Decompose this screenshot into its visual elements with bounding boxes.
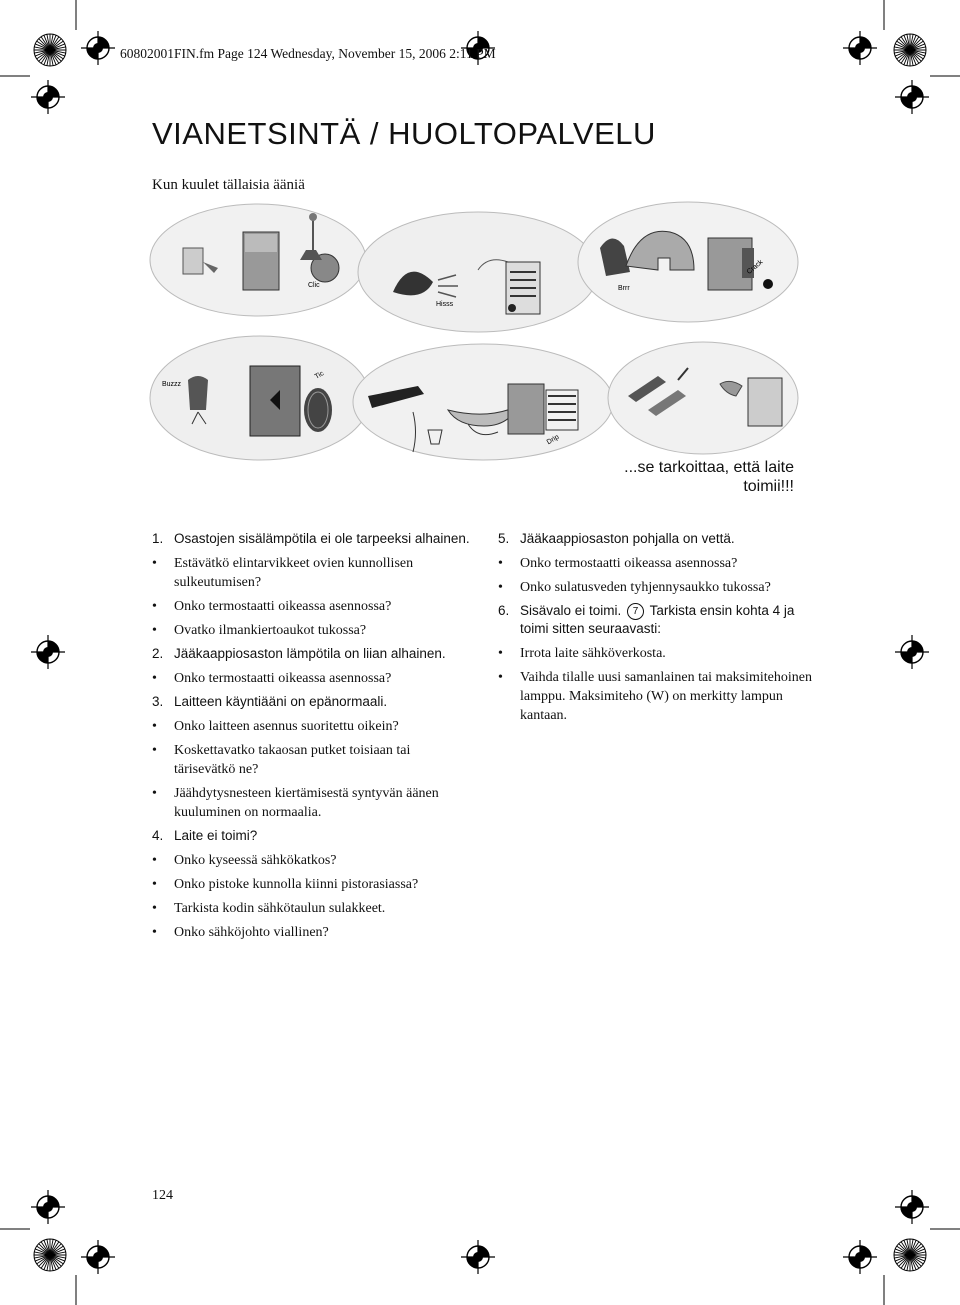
page-title: VIANETSINTÄ / HUOLTOPALVELU — [152, 116, 656, 151]
illustration-caption — [494, 458, 794, 496]
illu-label-brrr: Brrr — [618, 285, 630, 292]
list-item: • Onko laitteen asennus suoritettu oikein? — [152, 719, 399, 734]
illu-label-buzzz: Buzzz — [162, 381, 182, 388]
illu-label-crack: Crack — [745, 258, 765, 276]
noise-illustration — [148, 200, 800, 462]
list-item: • Vaihda tilalle uusi samanlainen tai maksimitehoinen lamppu. Maksimiteho (W) on merkitty lampun kantaan. — [498, 670, 812, 723]
section-4-heading: 4. Laite ei toimi? — [152, 828, 258, 843]
list-item: • Onko pistoke kunnolla kiinni pistorasiassa? — [152, 877, 419, 892]
caption-line-2: toimii!!! — [743, 478, 794, 495]
list-item: • Irrota laite sähköverkosta. — [498, 646, 666, 661]
section-1-heading: 1. Osastojen sisälämpötila ei ole tarpeeksi alhainen. — [152, 531, 470, 546]
list-item: • Jäähdytysnesteen kiertämisestä syntyvän äänen kuuluminen on normaalia. — [152, 786, 439, 820]
list-item: • Onko termostaatti oikeassa asennossa? — [152, 599, 392, 614]
print-header: 60802001FIN.fm Page 124 Wednesday, November 15, 2006 2:11 PM — [120, 46, 496, 61]
illu-label-clic: Clic — [308, 282, 320, 289]
caption-line-1: ...se tarkoittaa, että laite — [624, 459, 794, 476]
section-2-heading: 2. Jääkaappiosaston lämpötila on liian alhainen. — [152, 646, 446, 661]
list-item: • Onko sulatusveden tyhjennysaukko tukossa? — [498, 580, 771, 595]
reference-number-badge: 7 — [627, 603, 644, 620]
right-column — [498, 530, 818, 730]
illu-label-tic: Tic — [313, 370, 326, 381]
list-item: • Tarkista kodin sähkötaulun sulakkeet. — [152, 901, 386, 916]
section-6-heading: 6. Sisävalo ei toimi. 7 Tarkista ensin kohta 4 ja toimi sitten seuraavasti: — [498, 603, 795, 636]
illu-oval-2 — [358, 212, 598, 332]
section-3-heading: 3. Laitteen käyntiääni on epänormaali. — [152, 694, 388, 709]
list-item: • Onko termostaatti oikeassa asennossa? — [152, 671, 392, 686]
page-subtitle: Kun kuulet tällaisia ääniä — [152, 177, 305, 193]
illu-label-hisss: Hisss — [436, 301, 454, 308]
list-item: • Onko termostaatti oikeassa asennossa? — [498, 556, 738, 571]
list-item: • Onko sähköjohto viallinen? — [152, 925, 329, 940]
list-item: • Ovatko ilmankiertoaukot tukossa? — [152, 623, 367, 638]
left-column — [152, 530, 472, 947]
list-item: • Estävätkö elintarvikkeet ovien kunnollisen sulkeutumisen? — [152, 556, 414, 590]
section-5-heading: 5. Jääkaappiosaston pohjalla on vettä. — [498, 531, 735, 546]
list-item: • Onko kyseessä sähkökatkos? — [152, 853, 337, 868]
list-item: • Koskettavatko takaosan putket toisiaan tai tärisevätkö ne? — [152, 743, 411, 777]
page-number: 124 — [152, 1188, 173, 1203]
illu-label-drip: Drip — [545, 433, 561, 447]
